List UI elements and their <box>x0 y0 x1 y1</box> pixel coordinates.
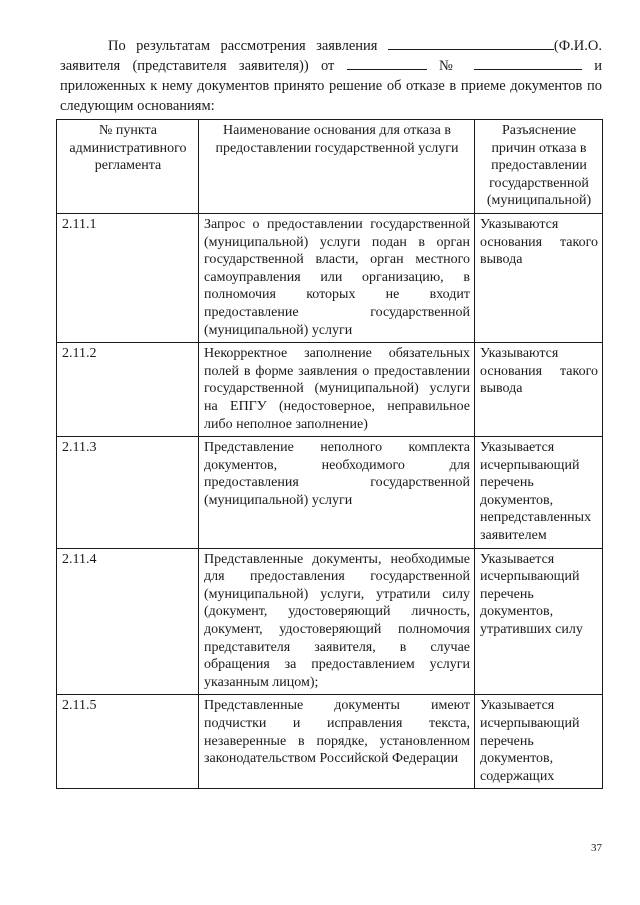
reason-text: Представленные документы, необходимые для предоставления государственной (муниципальной) услуги, утратили силу (документ, удостоверяющий личность, документ, удостоверяющий полномочия представителя заявителя, в случае обращения за предоставлением услуги указанным лицом); <box>199 548 475 695</box>
clause-number: 2.11.1 <box>57 213 199 342</box>
table-row <box>57 437 603 549</box>
reason-text: Представление неполного комплекта документов, необходимого для предоставления государственной (муниципальной) услуги <box>199 437 475 549</box>
clause-number: 2.11.2 <box>57 343 199 437</box>
intro-text-1: По результатам рассмотрения заявления <box>108 38 388 54</box>
explanation-text: Указывается исчерпывающий перечень документов, утративших силу <box>475 548 603 695</box>
explanation-text: Указывается исчерпывающий перечень документов, непредставленных заявителем <box>475 437 603 549</box>
header-reason-name: Наименование основания для отказа в предоставлении государственной услуги <box>199 120 475 214</box>
table-row <box>57 343 603 437</box>
table-row <box>57 548 603 695</box>
header-explanation: Разъяснение причин отказа в предоставлении государственной (муниципальной) <box>475 120 603 214</box>
clause-number: 2.11.4 <box>57 548 199 695</box>
applicant-name-blank <box>388 36 554 50</box>
table-row <box>57 213 603 342</box>
refusal-reasons-table <box>56 119 603 789</box>
table-header-row <box>57 120 603 214</box>
page-number: 37 <box>591 842 602 854</box>
explanation-text: Указываются основания такого вывода <box>475 213 603 342</box>
table-row <box>57 695 603 789</box>
explanation-text: Указывается исчерпывающий перечень документов, содержащих <box>475 695 603 789</box>
explanation-text: Указываются основания такого вывода <box>475 343 603 437</box>
reason-text: Запрос о предоставлении государственной (муниципальной) услуги подан в орган государственной власти, орган местного самоуправления или организацию, в полномочия которых не входит предоставление государственной (муниципальной) услуги <box>199 213 475 342</box>
reason-text: Некорректное заполнение обязательных полей в форме заявления о предоставлении государственной (муниципальной) услуги на ЕПГУ (недостоверное, неправильное либо неполное заполнение) <box>199 343 475 437</box>
intro-text-2: (Ф.И.О. заявителя (представителя заявителя)) от <box>60 38 602 74</box>
clause-number: 2.11.5 <box>57 695 199 789</box>
intro-text-4: и приложенных к нему документов принято решение об отказе в приеме документов по следующим основаниям: <box>60 58 602 114</box>
clause-number: 2.11.3 <box>57 437 199 549</box>
intro-text-3: № <box>426 58 474 74</box>
intro-paragraph <box>60 36 602 116</box>
date-blank <box>347 56 427 70</box>
reason-text: Представленные документы имеют подчистки и исправления текста, незаверенные в порядке, установленном законодательством Российской Федерации <box>199 695 475 789</box>
header-clause-number: № пункта административного регламента <box>57 120 199 214</box>
number-blank <box>474 56 582 70</box>
